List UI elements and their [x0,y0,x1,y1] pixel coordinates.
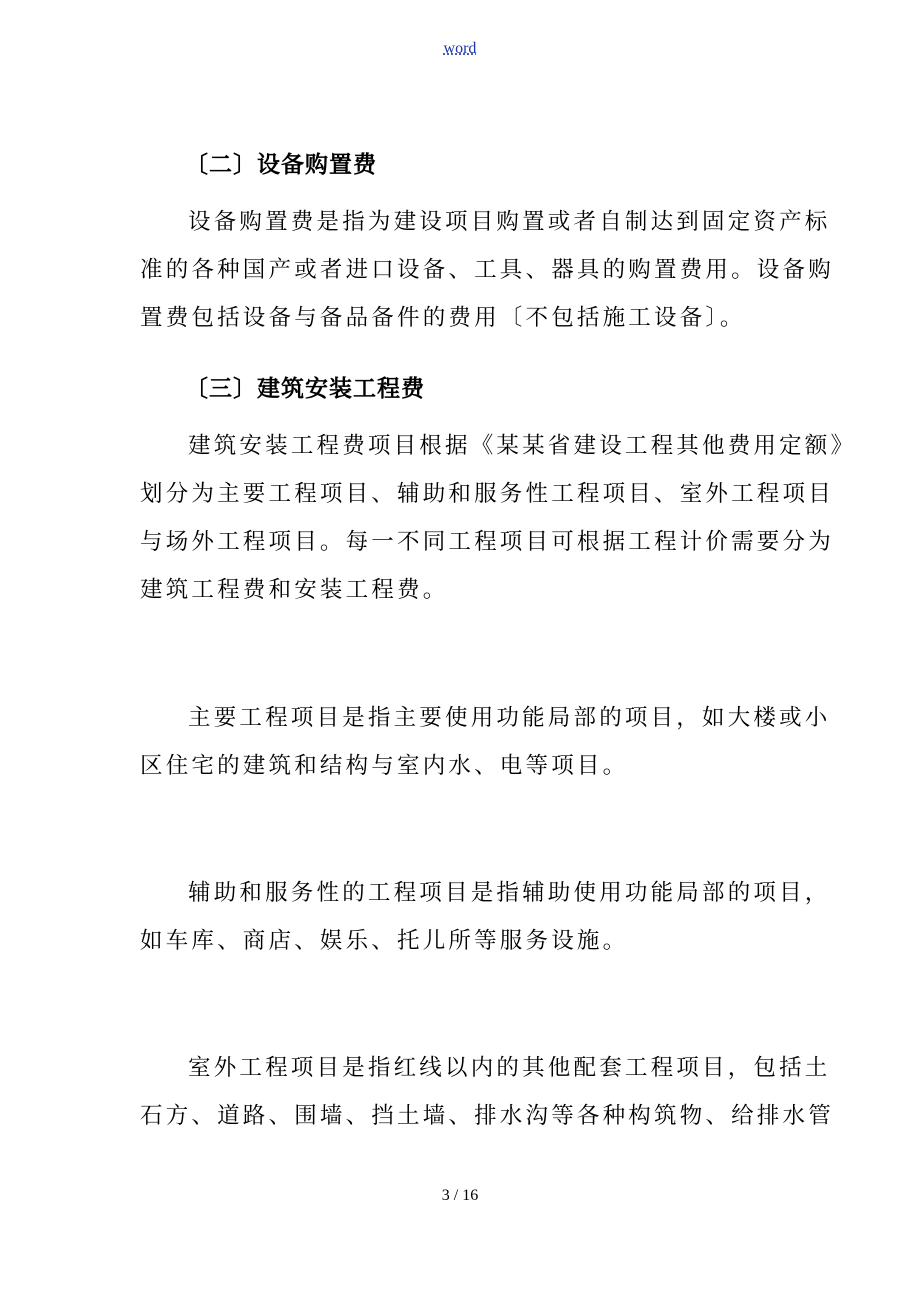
text-line: 设备购置费是指为建设项目购置或者自制达到固定资产标 [188,209,831,235]
text-line: 划分为主要工程项目、辅助和服务性工程项目、室外工程项目 [140,481,834,507]
text-line: 区住宅的建筑和结构与室内水、电等项目。 [140,753,629,779]
paragraph-equipment-purchase [140,198,832,342]
page-number: 3 / 16 [441,1187,479,1204]
text-line: 建筑安装工程费项目根据《某某省建设工程其他费用定额》 [188,433,857,459]
paragraph-construction-installation [140,422,857,614]
text-line: 石方、道路、围墙、挡土墙、排水沟等各种构筑物、给排水管 [140,1103,834,1129]
text-line: 准的各种国产或者进口设备、工具、器具的购置费用。设备购 [140,257,834,283]
paragraph-auxiliary-project [140,869,832,965]
text-line: 如车库、商店、娱乐、托儿所等服务设施。 [140,928,629,954]
paragraph-outdoor-project [140,1044,832,1140]
text-line: 室外工程项目是指红线以内的其他配套工程项目，包括土 [188,1055,831,1081]
header-word-link[interactable]: word [443,40,477,57]
section-heading-construction-installation: 〔三〕建筑安装工程费 [185,376,425,402]
section-heading-equipment-purchase: 〔二〕设备购置费 [185,152,377,178]
text-line: 置费包括设备与备品备件的费用〔不包括施工设备〕。 [140,305,746,331]
text-line: 建筑工程费和安装工程费。 [140,577,449,603]
text-line: 辅助和服务性的工程项目是指辅助使用功能局部的项目， [188,880,831,906]
text-line: 主要工程项目是指主要使用功能局部的项目，如大楼或小 [188,705,831,731]
text-line: 与场外工程项目。每一不同工程项目可根据工程计价需要分为 [140,529,834,555]
paragraph-main-project [140,694,832,790]
